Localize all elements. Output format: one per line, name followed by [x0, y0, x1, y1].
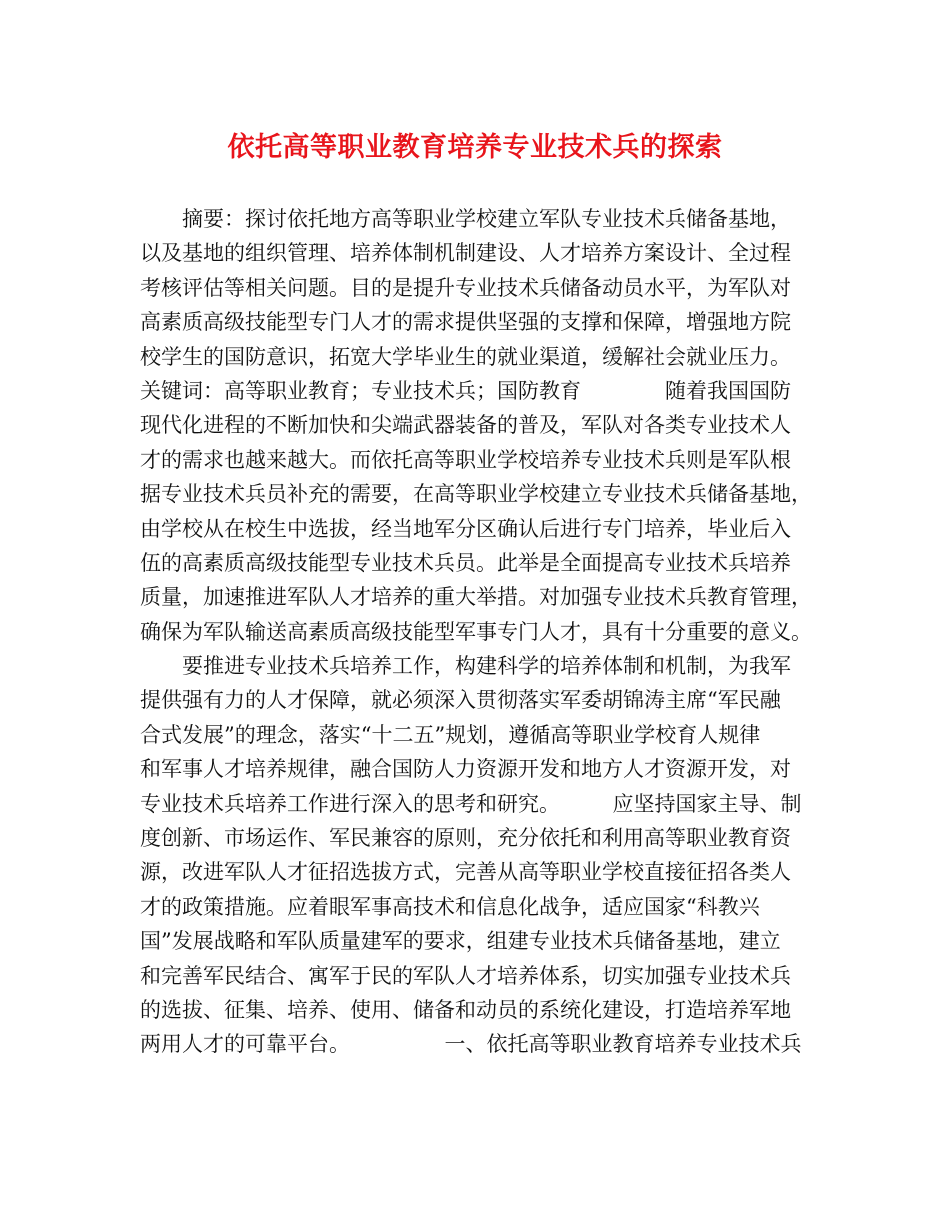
- body-line: 高素质高级技能型专门人才的需求提供坚强的支撑和保障，增强地方院: [140, 310, 791, 335]
- body-line: 的选拔、征集、培养、使用、储备和动员的系统化建设，打造培养军地: [140, 997, 791, 1022]
- body-line: 据专业技术兵员补充的需要，在高等职业学校建立专业技术兵储备基地，: [140, 482, 812, 507]
- body-line: 和军事人才培养规律，融合国防人力资源开发和地方人才资源开发，对: [140, 757, 791, 782]
- body-line: 提供强有力的人才保障，就必须深入贯彻落实军委胡锦涛主席“军民融: [140, 688, 781, 713]
- document-body: [140, 202, 830, 1062]
- body-line: 才的政策措施。应着眼军事高技术和信息化战争，适应国家“科教兴: [140, 894, 760, 919]
- body-line: 源，改进军队人才征招选拔方式，完善从高等职业学校直接征招各类人: [140, 860, 791, 885]
- body-line: 才的需求也越来越大。而依托高等职业学校培养专业技术兵则是军队根: [140, 447, 791, 472]
- body-line: 质量，加速推进军队人才培养的重大举措。对加强专业技术兵教育管理，: [140, 585, 812, 610]
- body-line: 确保为军队输送高素质高级技能型军事专门人才，具有十分重要的意义。: [140, 619, 812, 644]
- body-line: 要推进专业技术兵培养工作，构建科学的培养体制和机制，为我军: [140, 654, 791, 679]
- body-line: 摘要：探讨依托地方高等职业学校建立军队专业技术兵储备基地，: [140, 207, 791, 231]
- body-line: 现代化进程的不断加快和尖端武器装备的普及，军队对各类专业技术人: [140, 413, 791, 438]
- document-title: 依托高等职业教育培养专业技术兵的探索: [227, 132, 723, 163]
- body-line: 由学校从在校生中选拔，经当地军分区确认后进行专门培养，毕业后入: [140, 516, 791, 541]
- body-line: 两用人才的可靠平台。 一、依托高等职业教育培养专业技术兵: [140, 1032, 802, 1057]
- body-line: 和完善军民结合、寓军于民的军队人才培养体系，切实加强专业技术兵: [140, 963, 791, 988]
- body-line: 考核评估等相关问题。目的是提升专业技术兵储备动员水平，为军队对: [140, 275, 791, 300]
- body-line: 伍的高素质高级技能型专业技术兵员。此举是全面提高专业技术兵培养: [140, 550, 791, 575]
- body-line: 以及基地的组织管理、培养体制机制建设、人才培养方案设计、全过程: [140, 241, 791, 266]
- body-line: 校学生的国防意识，拓宽大学毕业生的就业渠道，缓解社会就业压力。: [140, 344, 791, 369]
- body-line: 度创新、市场运作、军民兼容的原则，充分依托和利用高等职业教育资: [140, 826, 791, 851]
- body-line: 专业技术兵培养工作进行深入的思考和研究。 应坚持国家主导、制: [140, 791, 802, 816]
- body-line: 合式发展”的理念，落实“十二五”规划，遵循高等职业学校育人规律: [140, 722, 761, 747]
- body-line: 关键词：高等职业教育；专业技术兵；国防教育 随着我国国防: [140, 378, 791, 403]
- body-line: 国”发展战略和军队质量建军的要求，组建专业技术兵储备基地，建立: [140, 929, 781, 954]
